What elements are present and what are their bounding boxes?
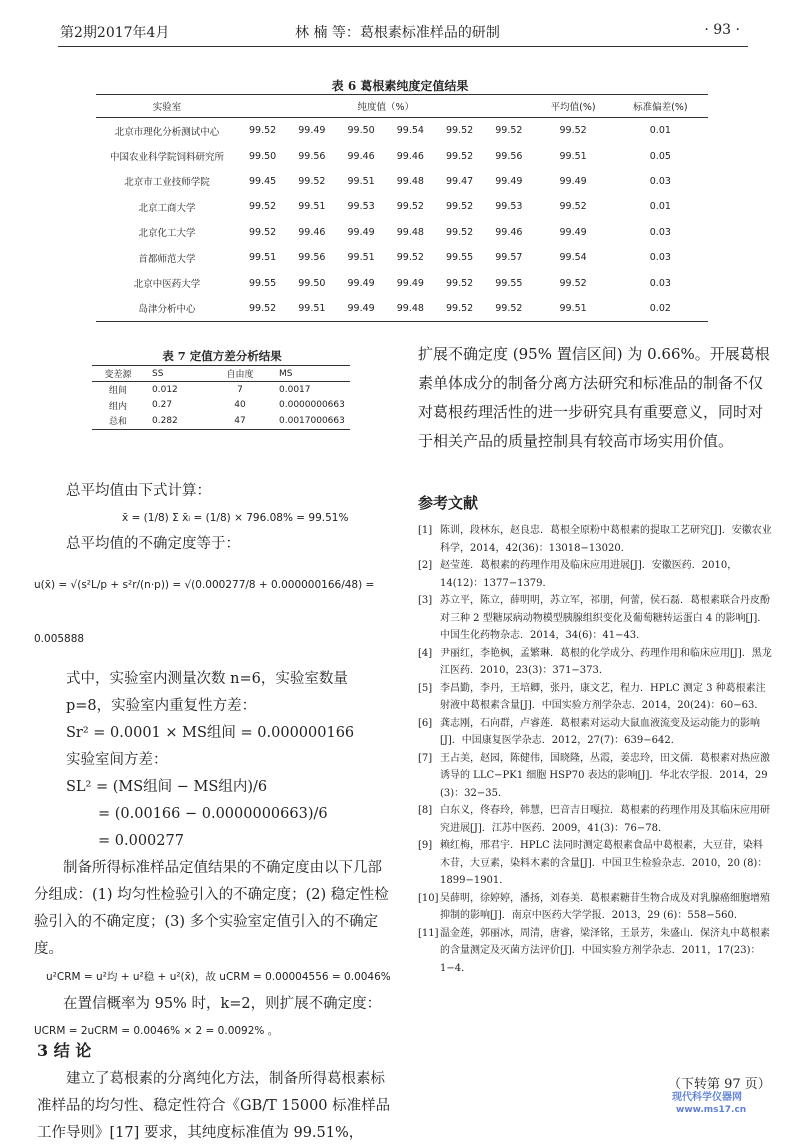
sd-cell: 0.03	[649, 277, 671, 289]
reference-number: [6]	[418, 717, 433, 729]
purity-value-cell: 99.50	[249, 150, 277, 162]
formula-sr: Sr² = 0.0001 × MS组间 = 0.000000166	[66, 725, 355, 741]
anova-cell: 40	[234, 400, 246, 411]
table-row	[96, 245, 708, 270]
purity-value-cell: 99.52	[298, 175, 326, 187]
watermark-logo-icon	[670, 1089, 800, 1115]
purity-value-cell: 99.52	[484, 296, 533, 322]
table-row	[96, 296, 708, 322]
table6-caption: 表 6 葛根素纯度定值结果	[331, 79, 469, 93]
purity-value-cell: 99.49	[337, 296, 386, 322]
table-row	[92, 413, 350, 429]
anova-cell: 0.27	[152, 400, 173, 411]
lab-name-cell: 岛津分析中心	[96, 296, 238, 322]
section-heading-conclusion: 3 结 论	[37, 1041, 92, 1060]
anova-cell: 0.282	[144, 413, 215, 429]
mean-cell: 99.52	[559, 125, 587, 137]
reference-number: [5]	[418, 682, 433, 694]
reference-number: [1]	[418, 525, 433, 536]
purity-value-cell: 99.49	[495, 175, 523, 187]
issue-info: 第2期2017年4月	[60, 25, 170, 41]
reference-number: [7]	[418, 752, 433, 764]
reference-text: 李昌勤，李丹，王培卿，张丹，康文艺，程力．HPLC 测定 3 种葛根素注射液中葛根素含量[J]．中国实验方剂学杂志．2014，20(24)：60−63．	[440, 682, 766, 711]
sd-cell: 0.03	[649, 226, 671, 238]
sd-cell: 0.02	[613, 296, 708, 322]
purity-value-cell: 99.52	[249, 201, 277, 213]
table7-caption: 表 7 定值方差分析结果	[162, 349, 282, 363]
reference-number: [3]	[418, 595, 433, 606]
anova-cell: 0.0000000663	[279, 400, 345, 411]
purity-value-cell: 99.53	[347, 201, 375, 213]
purity-value-cell: 99.52	[446, 125, 474, 137]
reference-text: 赵莹莲．葛根素的药理作用及临床应用进展[J]．安徽医药．2010，14(12)：1377−1379．	[440, 560, 738, 589]
svg-text:www.ms17.cn: www.ms17.cn	[676, 1105, 747, 1115]
purity-value-cell: 99.52	[446, 150, 474, 162]
para-n-p: 式中，实验室内测量次数 n=6，实验室数量 p=8，实验室内重复性方差：	[66, 671, 348, 714]
reference-text: 赖红梅，邢君宇．HPLC 法同时测定葛根素食品中葛根素，大豆苷，染料木苷，大豆素，染料木素的含量[J]．中国卫生检验杂志．2010，20 (8)：1899−1901．	[440, 840, 768, 886]
header-rule	[58, 46, 748, 47]
lab-name-cell: 首都师范大学	[138, 253, 196, 265]
purity-value-cell: 99.46	[495, 226, 523, 238]
continuation-note: （下转第 97 页）	[668, 1077, 771, 1092]
running-header	[60, 22, 740, 46]
reference-item	[418, 837, 772, 890]
reference-number: [9]	[418, 840, 433, 851]
purity-value-cell: 99.46	[396, 150, 424, 162]
para-between-variance: 实验室间方差：	[66, 752, 168, 768]
purity-value-cell: 99.56	[298, 252, 326, 264]
svg-text:现代科学仪器网: 现代科学仪器网	[672, 1092, 742, 1103]
purity-value-cell: 99.51	[287, 296, 336, 322]
mean-cell: 99.51	[534, 296, 613, 322]
table-row	[96, 194, 708, 219]
para-conclusion	[37, 1066, 395, 1147]
purity-value-cell: 99.53	[495, 201, 523, 213]
purity-value-cell: 99.52	[446, 277, 474, 289]
purity-value-cell: 99.51	[347, 175, 375, 187]
reference-item	[418, 890, 772, 925]
purity-value-cell: 99.52	[446, 226, 474, 238]
reference-number: [8]	[418, 805, 433, 816]
sd-cell: 0.05	[649, 150, 671, 162]
sd-cell: 0.03	[649, 252, 671, 264]
purity-value-cell: 99.52	[238, 296, 287, 322]
formula-sl-2: = (0.00166 − 0.0000000663)/6	[98, 806, 328, 822]
purity-value-cell: 99.55	[249, 277, 277, 289]
table6-header-sd: 标准偏差(%)	[613, 95, 708, 118]
purity-value-cell: 99.57	[495, 252, 523, 264]
reference-text: 王占美，赵园，陈健伟，国晓隆，丛霞，姜忠玲，田文儒．葛根素对热应激诱导的 LLC−PK1 细胞 HSP70 表达的影响[J]．华北农学报．2014，29 (3)：32−35．	[440, 752, 770, 799]
article-running-title: 林 楠 等：葛根素标准样品的研制	[295, 25, 500, 41]
reference-number: [11]	[418, 927, 439, 939]
sd-cell: 0.01	[649, 201, 671, 213]
anova-cell: 组间	[108, 386, 127, 397]
purity-value-cell: 99.52	[396, 201, 424, 213]
anova-cell: 0.0017000663	[265, 413, 350, 429]
reference-item	[418, 715, 772, 750]
table-row	[92, 398, 350, 414]
mean-cell: 99.52	[559, 277, 587, 289]
purity-value-cell: 99.55	[446, 252, 474, 264]
para-mean-intro: 总平均值由下式计算：	[66, 483, 211, 499]
mean-cell: 99.52	[559, 201, 587, 213]
table-row	[92, 382, 350, 398]
purity-value-cell: 99.49	[347, 277, 375, 289]
lab-name-cell: 北京市理化分析测试中心	[114, 126, 220, 138]
formula-ucrm: u²CRM = u²均 + u²稳 + u²(x̄)，故 uCRM = 0.00004556 = 0.0046%	[46, 971, 391, 983]
table6-header-mean: 平均值(%)	[534, 95, 613, 118]
reference-text: 白东义，佟春玲，韩慧，巴音吉日嘎拉．葛根素的药理作用及其临床应用研究进展[J]．江苏中医药．2009，41(3)：76−78．	[440, 805, 770, 834]
right-column-text	[418, 340, 772, 456]
references-heading: 参考文献	[418, 494, 479, 512]
table7	[92, 365, 350, 430]
formula-sl-3: = 0.000277	[98, 833, 184, 849]
lab-name-cell: 北京化工大学	[138, 228, 196, 240]
reference-text: 尹丽红，李艳枫，孟繁琳．葛根的化学成分、药理作用和临床应用[J]．黑龙江医药．2010，23(3)：371−373．	[440, 647, 772, 676]
anova-cell: 7	[237, 384, 243, 395]
purity-value-cell: 99.50	[298, 277, 326, 289]
formula-mean: x̄ = (1/8) Σ x̄ᵢ = (1/8) × 796.08% = 99.51%	[122, 512, 349, 524]
reference-text: 温金莲，郭丽冰，周清，唐睿，梁泽铭，王景芳，朱盛山．保济丸中葛根素的含量测定及灭菌方法评价[J]．中国实验方剂学杂志．2011，17(23)：1−4．	[440, 927, 770, 974]
purity-value-cell: 99.48	[396, 226, 424, 238]
reference-number: [4]	[418, 647, 433, 659]
table-row	[96, 169, 708, 194]
table7-header-df: 自由度	[215, 366, 265, 382]
purity-value-cell: 99.46	[347, 150, 375, 162]
purity-value-cell: 99.50	[347, 125, 375, 137]
reference-number: [2]	[418, 560, 433, 571]
lab-name-cell: 北京市工业技师学院	[124, 177, 210, 189]
purity-value-cell: 99.48	[396, 175, 424, 187]
table7-header-ss: SS	[144, 366, 215, 382]
lab-name-cell: 北京中医药大学	[133, 279, 201, 291]
purity-value-cell: 99.49	[396, 277, 424, 289]
purity-value-cell: 99.52	[495, 125, 523, 137]
mean-cell: 99.49	[559, 175, 587, 187]
anova-cell: 组内	[108, 401, 127, 412]
formula-expanded: UCRM = 2uCRM = 0.0046% × 2 = 0.0092% 。	[34, 1025, 279, 1037]
table6	[96, 94, 708, 322]
table-row	[96, 270, 708, 295]
lab-name-cell: 中国农业科学院饲料研究所	[109, 152, 224, 164]
reference-text: 吴薛明，徐婷婷，潘扬，刘春美．葛根素糖苷生物合成及对乳腺癌细胞增殖抑制的影响[J]．南京中医药大学学报．2013，29 (6)：558−560．	[440, 892, 770, 921]
mean-cell: 99.51	[559, 150, 587, 162]
reference-text: 苏立平，陈立，薛明明，苏立军，祁朋，何蕾，侯石磊．葛根素联合丹皮酚对三种 2 型糖尿病动物模型胰腺组织变化及葡萄糖转运蛋白 4 的影响[J]．中国生化药物杂志．2014，34(6)：41−43．	[440, 595, 770, 641]
reference-text: 陈训，段林东，赵良忠．葛根全原粉中葛根素的提取工艺研究[J]．安徽农业科学，2014，42(36)：13018−13020．	[440, 525, 772, 554]
purity-value-cell: 99.49	[298, 125, 326, 137]
reference-number: [10]	[418, 892, 439, 904]
reference-list	[418, 522, 772, 977]
purity-value-cell: 99.56	[495, 150, 523, 162]
sd-cell: 0.01	[649, 125, 671, 137]
purity-value-cell: 99.52	[249, 125, 277, 137]
table6-header-lab: 实验室	[96, 95, 238, 118]
purity-value-cell: 99.49	[347, 226, 375, 238]
anova-cell: 0.012	[152, 384, 178, 395]
purity-value-cell: 99.56	[298, 150, 326, 162]
reference-text: 龚志刚，石向群，卢睿莲．葛根素对运动大鼠血液流变及运动能力的影响[J]．中国康复医学杂志．2012，27(7)：639−642．	[440, 717, 760, 746]
conclusion-text: 建立了葛根素的分离纯化方法，制备所得葛根素标准样品的均匀性、稳定性符合《GB/T 15000 标准样品工作导则》[17] 要求，其纯度标准值为 99.51%，	[37, 1071, 391, 1141]
sd-cell: 0.03	[649, 175, 671, 187]
anova-cell: 47	[215, 413, 265, 429]
reference-item	[418, 557, 772, 592]
para-right-top: 扩展不确定度 (95% 置信区间) 为 0.66%。开展葛根素单体成分的制备分离方法研究和标准品的制备不仅对葛根药理活性的进一步研究具有重要意义，同时对于相关产品的质量控制具有较高市场实用价值。	[418, 345, 770, 450]
reference-item	[418, 645, 772, 680]
table7-header-source: 变差源	[92, 366, 144, 382]
purity-value-cell: 99.51	[298, 201, 326, 213]
table-row	[96, 220, 708, 245]
purity-value-cell: 99.52	[435, 296, 484, 322]
table-row	[96, 118, 708, 144]
anova-cell: 0.0017	[279, 384, 311, 395]
table6-header-purity: 纯度值（%）	[238, 95, 534, 118]
reference-item	[418, 522, 772, 557]
purity-value-cell: 99.52	[446, 201, 474, 213]
reference-item	[418, 925, 772, 978]
page-number: · 93 ·	[704, 22, 740, 38]
purity-value-cell: 99.51	[347, 252, 375, 264]
mean-cell: 99.54	[559, 252, 587, 264]
lab-name-cell: 北京工商大学	[138, 202, 196, 214]
purity-value-cell: 99.46	[298, 226, 326, 238]
watermark-stamp	[670, 1089, 800, 1118]
para-uncertainty-components: 制备所得标准样品定值结果的不确定度由以下几部分组成：(1) 均匀性检验引入的不确定度；(2) 稳定性检验引入的不确定度；(3) 多个实验室定值引入的不确定度。	[34, 860, 389, 957]
formula-sl-1: SL² = (MS组间 − MS组内)/6	[66, 779, 268, 795]
reference-item	[418, 680, 772, 715]
purity-value-cell: 99.45	[249, 175, 277, 187]
para-confidence: 在置信概率为 95% 时，k=2，则扩展不确定度：	[63, 996, 382, 1012]
reference-item	[418, 750, 772, 803]
purity-value-cell: 99.51	[249, 252, 277, 264]
anova-cell: 总和	[92, 413, 144, 429]
table-row	[96, 143, 708, 168]
purity-value-cell: 99.52	[249, 226, 277, 238]
table7-header-ms: MS	[265, 366, 350, 382]
purity-value-cell: 99.48	[386, 296, 435, 322]
purity-value-cell: 99.55	[495, 277, 523, 289]
left-column	[34, 478, 392, 1045]
reference-item	[418, 592, 772, 645]
purity-value-cell: 99.52	[396, 252, 424, 264]
para-uncertainty-intro: 总平均值的不确定度等于：	[66, 536, 240, 552]
reference-item	[418, 802, 772, 837]
formula-uncertainty: u(x̄) = √(s²L/p + s²r/(n·p)) = √(0.000277/8 + 0.000000166/48) = 0.005888	[34, 579, 375, 645]
purity-value-cell: 99.47	[446, 175, 474, 187]
mean-cell: 99.49	[559, 226, 587, 238]
purity-value-cell: 99.54	[396, 125, 424, 137]
